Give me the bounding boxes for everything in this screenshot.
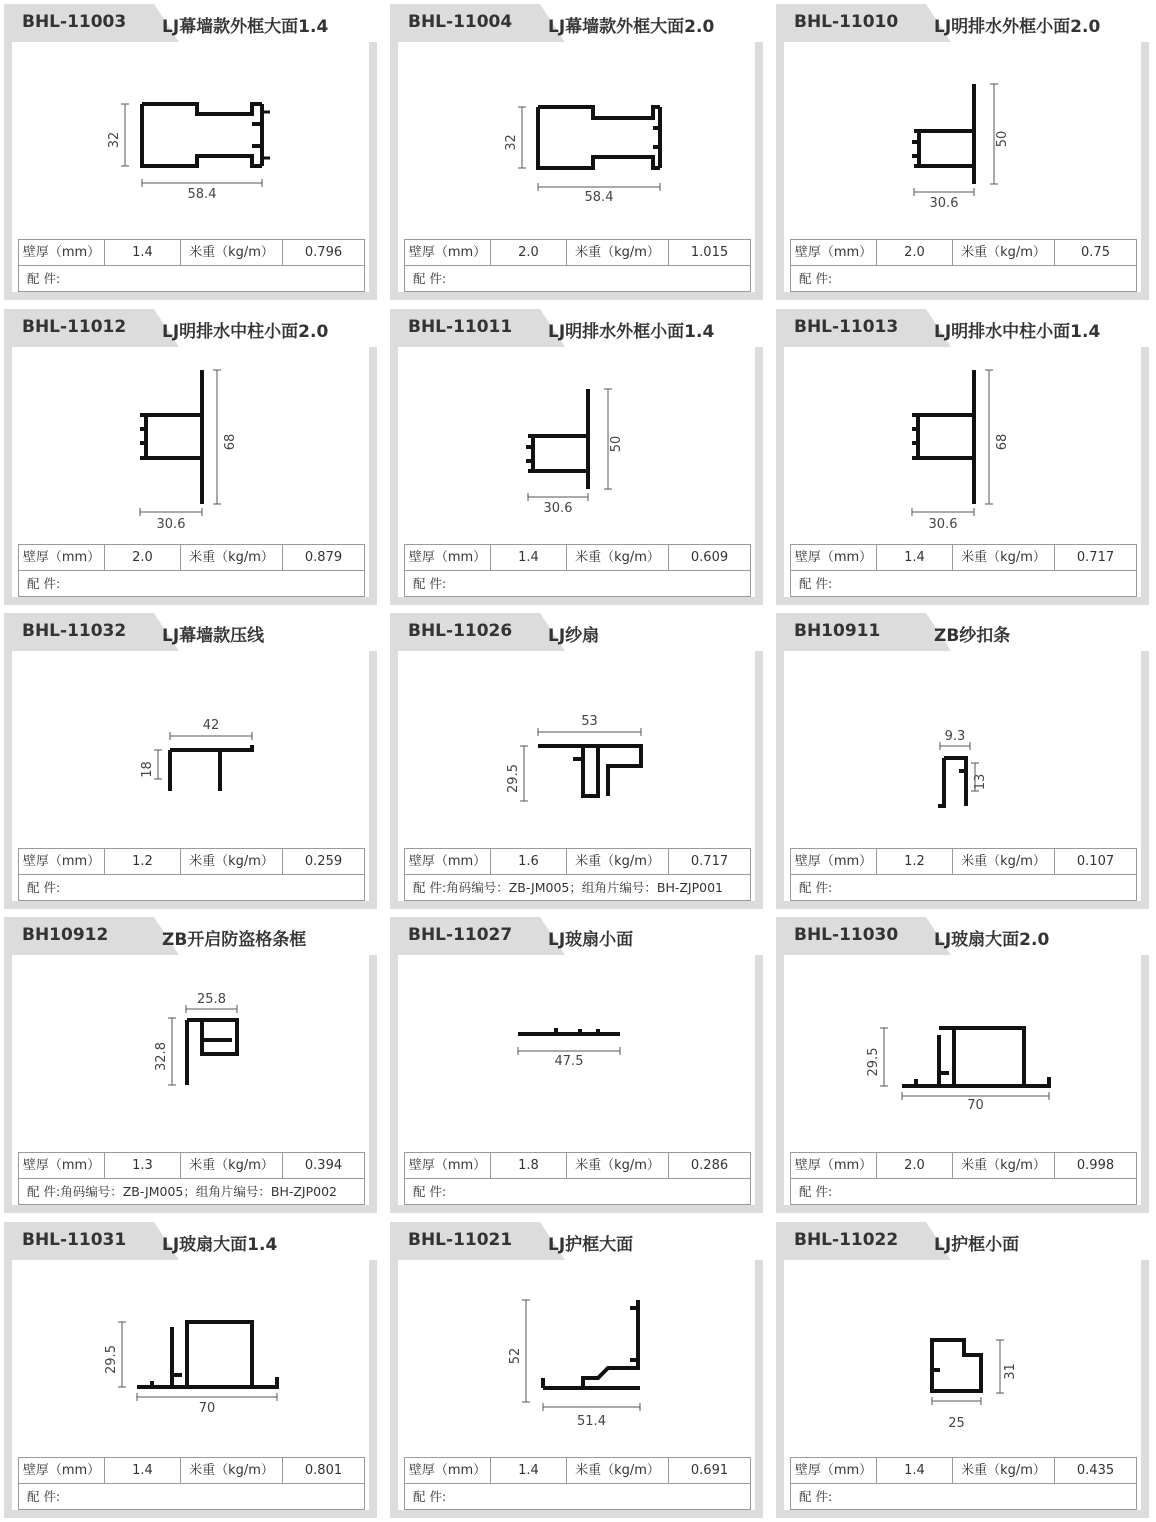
weight-label: 米重（kg/m） — [181, 849, 283, 875]
product-name: LJ幕墙款压线 — [162, 626, 265, 646]
wall-thickness-value: 2.0 — [105, 545, 181, 571]
dimension-line — [518, 107, 526, 168]
product-card — [776, 309, 1149, 605]
product-card — [776, 1222, 1149, 1518]
card-body — [12, 651, 369, 901]
profile-drawing — [12, 651, 369, 841]
profile-drawing — [784, 42, 1141, 232]
accessories-label: 配 件: — [799, 1489, 833, 1504]
dimension-line — [914, 188, 974, 196]
product-name: LJ明排水外框小面1.4 — [548, 322, 715, 342]
spec-table — [18, 239, 365, 292]
weight-label: 米重（kg/m） — [953, 545, 1055, 571]
profile-outline — [912, 84, 974, 184]
wall-thickness-label: 壁厚（mm） — [405, 545, 491, 571]
dimension-label: 30.6 — [929, 196, 959, 211]
dimension-label: 30.6 — [928, 517, 958, 532]
weight-value: 0.691 — [690, 1463, 729, 1478]
profile-outline — [902, 1028, 1049, 1086]
card-body — [398, 347, 755, 597]
profile-outline — [137, 1322, 277, 1387]
wall-thickness-value: 1.4 — [877, 1458, 953, 1484]
product-name: LJ纱扇 — [548, 626, 600, 646]
wall-thickness-value: 1.6 — [491, 849, 567, 875]
accessories-row — [791, 1484, 1136, 1510]
product-card — [4, 917, 377, 1213]
wall-thickness-label: 壁厚（mm） — [19, 240, 105, 266]
product-name: LJ护框大面 — [548, 1235, 634, 1255]
weight-label: 米重（kg/m） — [567, 849, 669, 875]
profile-drawing — [12, 1260, 369, 1450]
card-body — [12, 347, 369, 597]
card-body — [784, 955, 1141, 1205]
accessories-label: 配 件: — [799, 576, 833, 591]
dimension-label: 68 — [223, 433, 238, 451]
accessories-row — [405, 1484, 750, 1510]
wall-thickness-value: 1.4 — [491, 1458, 567, 1484]
weight-value: 0.107 — [1076, 854, 1115, 869]
accessories-row — [791, 266, 1136, 292]
dimension-label: 18 — [140, 761, 155, 778]
dimension-label: 50 — [995, 130, 1010, 148]
dimension-label: 32 — [504, 134, 519, 151]
profile-outline — [538, 107, 660, 168]
wall-thickness-value: 1.4 — [491, 545, 567, 571]
dimension-label: 53 — [581, 714, 598, 729]
dimension-label: 70 — [198, 1401, 216, 1416]
wall-thickness-label: 壁厚（mm） — [19, 1153, 105, 1179]
profile-outline — [518, 1028, 620, 1034]
product-code: BHL-11031 — [22, 1230, 127, 1250]
profile-section-svg — [784, 651, 1141, 841]
product-name: LJ幕墙款外框大面2.0 — [548, 17, 715, 37]
card-body — [398, 42, 755, 292]
product-code: BHL-11027 — [408, 925, 513, 945]
dimension-label: 30.6 — [156, 517, 186, 532]
dimension-label: 47.5 — [554, 1054, 584, 1069]
dimension-line — [522, 1300, 530, 1402]
product-card — [776, 917, 1149, 1213]
accessories-label: 配 件: — [413, 880, 447, 895]
weight-label: 米重（kg/m） — [953, 240, 1055, 266]
dimension-label: 30.6 — [543, 501, 573, 516]
profile-outline — [538, 746, 641, 796]
profile-drawing — [784, 347, 1141, 537]
spec-table — [404, 544, 751, 597]
spec-table — [404, 239, 751, 292]
profile-section-svg — [12, 42, 369, 232]
wall-thickness-value: 1.8 — [491, 1153, 567, 1179]
product-code: BHL-11026 — [408, 621, 513, 641]
card-body — [12, 42, 369, 292]
weight-label: 米重（kg/m） — [953, 1458, 1055, 1484]
product-code: BHL-11004 — [408, 12, 513, 32]
dimension-label: 58.4 — [584, 190, 614, 205]
profile-outline — [140, 370, 202, 504]
product-code: BHL-11032 — [22, 621, 127, 641]
wall-thickness-value: 1.4 — [105, 1458, 181, 1484]
product-card — [4, 309, 377, 605]
product-code: BHL-11022 — [794, 1230, 899, 1250]
dimension-line — [932, 1397, 981, 1405]
spec-table — [404, 1457, 751, 1510]
accessories-row — [405, 1179, 750, 1205]
weight-label: 米重（kg/m） — [567, 240, 669, 266]
profile-section-svg — [398, 42, 755, 232]
spec-table — [18, 848, 365, 901]
profile-section-svg — [398, 1260, 755, 1450]
weight-label: 米重（kg/m） — [181, 545, 283, 571]
dimension-label: 13 — [973, 773, 988, 791]
dimension-line — [142, 179, 262, 187]
accessories-row — [19, 1484, 364, 1510]
weight-value: 0.796 — [304, 245, 343, 260]
weight-value: 1.015 — [690, 245, 729, 260]
accessories-value: 角码编号：ZB-JM005；组角片编号：BH-ZJP002 — [60, 1184, 337, 1199]
wall-thickness-label: 壁厚（mm） — [791, 240, 877, 266]
product-card — [4, 613, 377, 909]
dimension-label: 70 — [967, 1098, 984, 1113]
accessories-row — [19, 1179, 364, 1205]
dimension-label: 25 — [948, 1416, 965, 1431]
accessories-label: 配 件: — [27, 1489, 61, 1504]
product-code: BHL-11021 — [408, 1230, 513, 1250]
weight-label: 米重（kg/m） — [181, 240, 283, 266]
accessories-label: 配 件: — [27, 576, 61, 591]
dimension-line — [154, 750, 162, 779]
wall-thickness-label: 壁厚（mm） — [19, 545, 105, 571]
weight-label: 米重（kg/m） — [567, 1153, 669, 1179]
profile-section-svg — [398, 347, 755, 537]
card-body — [398, 955, 755, 1205]
accessories-label: 配 件: — [27, 1184, 61, 1199]
accessories-row — [405, 875, 750, 901]
dimension-line — [528, 493, 588, 501]
profile-section-svg — [12, 1260, 369, 1450]
product-name: LJ明排水外框小面2.0 — [934, 17, 1101, 37]
profile-outline — [526, 389, 588, 489]
weight-value: 0.286 — [690, 1158, 729, 1173]
wall-thickness-label: 壁厚（mm） — [19, 1458, 105, 1484]
weight-label: 米重（kg/m） — [181, 1153, 283, 1179]
weight-label: 米重（kg/m） — [953, 1153, 1055, 1179]
profile-outline — [170, 745, 252, 791]
product-name: LJ护框小面 — [934, 1235, 1020, 1255]
profile-section-svg — [398, 955, 755, 1145]
spec-table — [18, 1457, 365, 1510]
profile-drawing — [398, 42, 755, 232]
weight-label: 米重（kg/m） — [953, 849, 1055, 875]
accessories-row — [791, 875, 1136, 901]
wall-thickness-label: 壁厚（mm） — [791, 1153, 877, 1179]
wall-thickness-label: 壁厚（mm） — [405, 849, 491, 875]
spec-table — [18, 544, 365, 597]
wall-thickness-label: 壁厚（mm） — [405, 1153, 491, 1179]
wall-thickness-label: 壁厚（mm） — [791, 545, 877, 571]
dimension-line — [912, 508, 974, 516]
wall-thickness-value: 1.3 — [105, 1153, 181, 1179]
wall-thickness-label: 壁厚（mm） — [791, 1458, 877, 1484]
accessories-value: 角码编号：ZB-JM005；组角片编号：BH-ZJP001 — [446, 880, 723, 895]
dimension-label: 29.5 — [866, 1047, 881, 1077]
profile-section-svg — [12, 347, 369, 537]
weight-value: 0.75 — [1081, 245, 1110, 260]
spec-table — [404, 848, 751, 901]
card-body — [784, 42, 1141, 292]
dimension-label: 52 — [508, 1347, 523, 1365]
weight-value: 0.879 — [304, 550, 343, 565]
product-card — [390, 4, 763, 300]
accessories-label: 配 件: — [799, 880, 833, 895]
profile-drawing — [398, 347, 755, 537]
product-code: BHL-11010 — [794, 12, 899, 32]
product-card — [4, 1222, 377, 1518]
weight-value: 0.609 — [690, 550, 729, 565]
profile-drawing — [12, 955, 369, 1145]
profile-outline — [187, 1020, 237, 1085]
profile-section-svg — [12, 955, 369, 1145]
spec-table — [18, 1152, 365, 1205]
dimension-label: 50 — [609, 435, 624, 453]
spec-table — [790, 1457, 1137, 1510]
profile-outline — [932, 1340, 981, 1391]
product-card — [4, 4, 377, 300]
dimension-line — [985, 370, 993, 504]
spec-table — [790, 544, 1137, 597]
weight-value: 0.259 — [304, 854, 343, 869]
wall-thickness-value: 2.0 — [877, 240, 953, 266]
card-body — [784, 1260, 1141, 1510]
wall-thickness-value: 2.0 — [491, 240, 567, 266]
product-card — [390, 613, 763, 909]
accessories-label: 配 件: — [413, 1184, 447, 1199]
wall-thickness-label: 壁厚（mm） — [405, 240, 491, 266]
dimension-line — [520, 746, 528, 801]
card-body — [398, 651, 755, 901]
dimension-line — [121, 104, 129, 166]
dimension-label: 29.5 — [104, 1345, 119, 1374]
card-body — [12, 1260, 369, 1510]
profile-outline — [938, 758, 966, 806]
card-body — [784, 347, 1141, 597]
wall-thickness-value: 1.4 — [105, 240, 181, 266]
profile-drawing — [12, 42, 369, 232]
weight-value: 0.717 — [1076, 550, 1115, 565]
product-name: ZB纱扣条 — [934, 626, 1011, 646]
profile-section-svg — [784, 42, 1141, 232]
product-name: ZB开启防盗格条框 — [162, 930, 307, 950]
dimension-label: 58.4 — [187, 187, 217, 202]
accessories-row — [405, 266, 750, 292]
profile-drawing — [784, 955, 1141, 1145]
product-card — [390, 1222, 763, 1518]
weight-value: 0.435 — [1076, 1463, 1115, 1478]
dimension-line — [168, 1018, 176, 1085]
dimension-label: 25.8 — [197, 992, 226, 1007]
wall-thickness-label: 壁厚（mm） — [405, 1458, 491, 1484]
card-body — [12, 955, 369, 1205]
product-card — [776, 4, 1149, 300]
product-code: BH10911 — [794, 621, 881, 641]
dimension-label: 9.3 — [944, 729, 966, 744]
dimension-line — [880, 1028, 888, 1086]
dimension-label: 42 — [202, 718, 220, 733]
dimension-label: 51.4 — [577, 1414, 606, 1429]
profile-drawing — [784, 1260, 1141, 1450]
card-body — [398, 1260, 755, 1510]
product-name: LJ明排水中柱小面1.4 — [934, 322, 1101, 342]
profile-outline — [912, 370, 974, 504]
dimension-line — [213, 370, 221, 504]
product-card — [390, 917, 763, 1213]
weight-value: 0.394 — [304, 1158, 343, 1173]
spec-table — [404, 1152, 751, 1205]
dimension-label: 32.8 — [154, 1042, 169, 1071]
wall-thickness-value: 1.2 — [105, 849, 181, 875]
accessories-label: 配 件: — [413, 576, 447, 591]
product-name: LJ玻扇小面 — [548, 930, 634, 950]
profile-drawing — [12, 347, 369, 537]
product-name: LJ明排水中柱小面2.0 — [162, 322, 329, 342]
dimension-label: 32 — [107, 131, 122, 149]
spec-table — [790, 239, 1137, 292]
accessories-row — [19, 875, 364, 901]
profile-drawing — [398, 651, 755, 841]
spec-table — [790, 848, 1137, 901]
dimension-line — [140, 508, 202, 516]
card-body — [784, 651, 1141, 901]
accessories-label: 配 件: — [413, 271, 447, 286]
accessories-row — [791, 571, 1136, 597]
profile-section-svg — [784, 955, 1141, 1145]
accessories-row — [791, 1179, 1136, 1205]
wall-thickness-value: 1.2 — [877, 849, 953, 875]
profile-section-svg — [784, 347, 1141, 537]
profile-outline — [543, 1300, 640, 1388]
weight-label: 米重（kg/m） — [567, 545, 669, 571]
accessories-row — [19, 571, 364, 597]
weight-value: 0.998 — [1076, 1158, 1115, 1173]
product-code: BHL-11012 — [22, 317, 127, 337]
dimension-line — [170, 732, 252, 740]
dimension-line — [543, 1403, 640, 1411]
weight-value: 0.801 — [304, 1463, 343, 1478]
product-code: BH10912 — [22, 925, 109, 945]
dimension-line — [538, 728, 641, 736]
product-code: BHL-11013 — [794, 317, 899, 337]
wall-thickness-label: 壁厚（mm） — [19, 849, 105, 875]
profile-drawing — [784, 651, 1141, 841]
dimension-label: 31 — [1003, 1363, 1018, 1380]
profile-drawing — [398, 1260, 755, 1450]
product-name: LJ玻扇大面1.4 — [162, 1235, 278, 1255]
product-code: BHL-11011 — [408, 317, 513, 337]
product-code: BHL-11030 — [794, 925, 899, 945]
dimension-label: 29.5 — [506, 764, 521, 793]
profile-section-svg — [398, 651, 755, 841]
product-name: LJ幕墙款外框大面1.4 — [162, 17, 329, 37]
product-card — [776, 613, 1149, 909]
accessories-row — [19, 266, 364, 292]
accessories-label: 配 件: — [27, 880, 61, 895]
product-name: LJ玻扇大面2.0 — [934, 930, 1050, 950]
accessories-label: 配 件: — [799, 271, 833, 286]
product-code: BHL-11003 — [22, 12, 127, 32]
weight-label: 米重（kg/m） — [181, 1458, 283, 1484]
wall-thickness-value: 2.0 — [877, 1153, 953, 1179]
profile-drawing — [398, 955, 755, 1145]
dimension-line — [137, 1393, 277, 1401]
profile-section-svg — [784, 1260, 1141, 1450]
accessories-label: 配 件: — [799, 1184, 833, 1199]
profile-outline — [142, 104, 262, 166]
weight-label: 米重（kg/m） — [567, 1458, 669, 1484]
weight-value: 0.717 — [690, 854, 729, 869]
accessories-row — [405, 571, 750, 597]
profile-section-svg — [12, 651, 369, 841]
dimension-label: 68 — [995, 433, 1010, 451]
dimension-line — [118, 1322, 126, 1387]
product-card — [390, 309, 763, 605]
wall-thickness-label: 壁厚（mm） — [791, 849, 877, 875]
accessories-label: 配 件: — [413, 1489, 447, 1504]
accessories-label: 配 件: — [27, 271, 61, 286]
wall-thickness-value: 1.4 — [877, 545, 953, 571]
spec-table — [790, 1152, 1137, 1205]
